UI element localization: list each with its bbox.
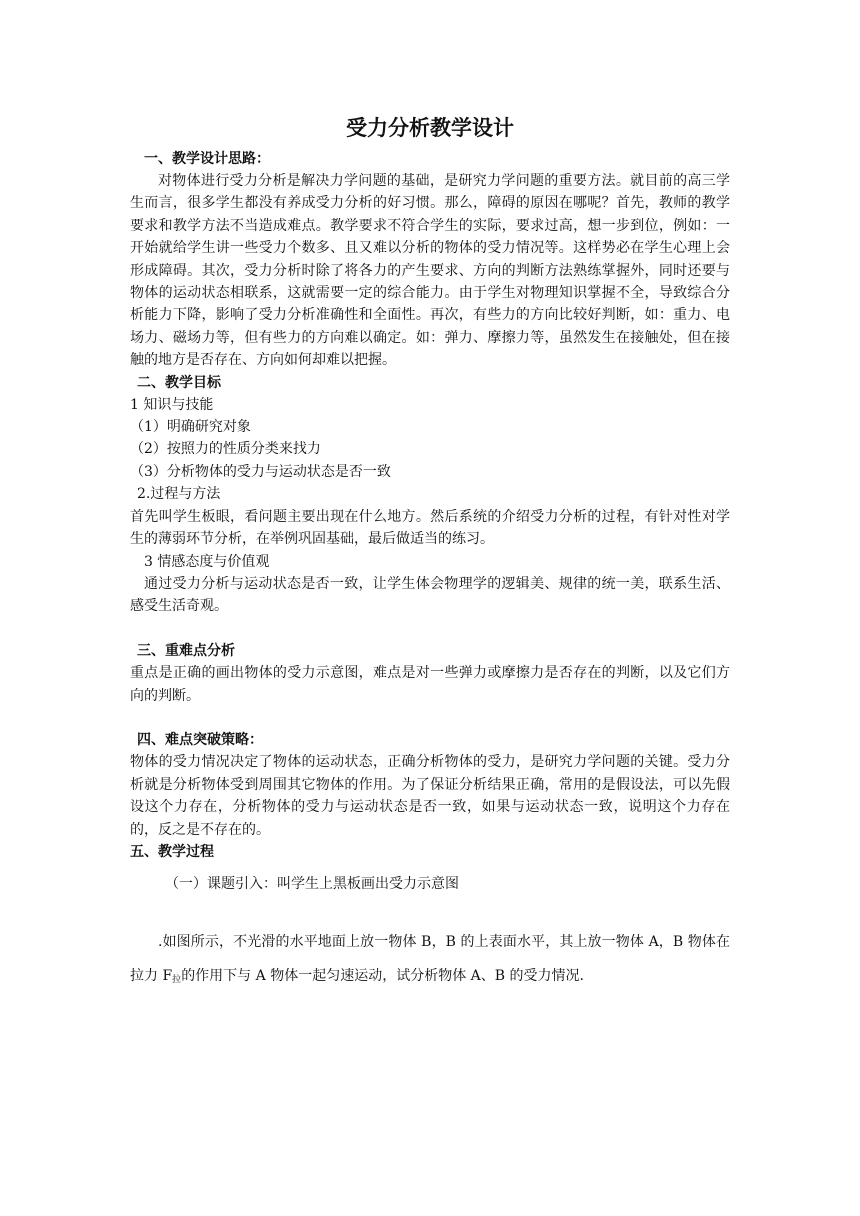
goal-item: （1）明确研究对象 (130, 419, 251, 436)
subsection-title-knowledge-skills: 1 知识与技能 (130, 396, 214, 413)
force-subscript: 拉 (172, 975, 182, 986)
problem-text-part1: .如图所示，不光滑的水平地面上放一物体 B，B 的上表面水平，其上放一物体 A，B 物体在拉力 F (130, 934, 730, 985)
spacer (130, 895, 730, 925)
goal-item: （2）按照力的性质分类来找力 (130, 441, 321, 458)
section-body-key-points: 重点是正确的画出物体的受力示意图，难点是对一些弹力或摩擦力是否存在的判断，以及它们方向的判断。 (130, 665, 730, 704)
problem-statement (130, 925, 730, 997)
problem-text-part2: 的作用下与 A 物体一起匀速运动，试分析物体 A、B 的受力情况. (181, 968, 584, 985)
section-body-design-idea: 对物体进行受力分析是解决力学问题的基础，是研究力学问题的重要方法。就目前的高三学生而言，很多学生都没有养成受力分析的好习惯。那么，障碍的原因在哪呢？首先，教师的教学要求和教学方法不当造成难点。教学要求不符合学生的实际，要求过高，想一步到位，例如：一开始就给学生讲一些受力个数多、且又难以分析的物体的受力情况等。这样势必在学生心理上会形成障碍。其次，受力分析时除了将各力的产生要求、方向的判断方法熟练掌握外，同时还要与物体的运动状态相联系，这就需要一定的综合能力。由于学生对物理知识掌握不全，导致综合分析能力下降，影响了受力分析准确性和全面性。再次，有些力的方向比较好判断，如：重力、电场力、磁场力等，但有些力的方向难以确定。如：弹力、摩擦力等，虽然发生在接触处，但在接触的地方是否存在、方向如何却难以把握。 (130, 173, 730, 369)
section-body-strategy: 物体的受力情况决定了物体的运动状态，正确分析物体的受力，是研究力学问题的关键。受力分析就是分析物体受到周围其它物体的作用。为了保证分析结果正确，常用的是假设法，可以先假设这个力存在，分析物体的受力与运动状态是否一致，如果与运动状态一致，说明这个力存在的，反之是不存在的。 (130, 754, 730, 838)
subsection-title-process-method: 2.过程与方法 (137, 486, 221, 503)
section-heading-teaching-goals: 二、教学目标 (137, 374, 221, 391)
section-heading-strategy: 四、难点突破策略： (137, 732, 263, 749)
goal-item: （3）分析物体的受力与运动状态是否一致 (130, 463, 391, 480)
subsection-title-attitude-values: 3 情感态度与价值观 (144, 553, 270, 570)
document-title: 受力分析教学设计 (346, 115, 514, 140)
section-heading-teaching-process: 五、教学过程 (130, 843, 214, 860)
document-page (130, 110, 730, 997)
process-intro: （一）课题引入：叫学生上黑板画出受力示意图 (165, 875, 459, 892)
spacer (130, 707, 730, 729)
section-heading-key-points: 三、重难点分析 (137, 643, 235, 660)
subsection-body-process-method: 首先叫学生板眼，看问题主要出现在什么地方。然后系统的介绍受力分析的过程，有针对性对学生的薄弱环节分析，在举例巩固基础，最后做适当的练习。 (130, 508, 730, 548)
subsection-body-attitude-values: 通过受力分析与运动状态是否一致，让学生体会物理学的逻辑美、规律的统一美，联系生活、感受生活奇观。 (130, 575, 730, 615)
section-heading-design-idea: 一、教学设计思路： (144, 151, 270, 167)
spacer (130, 863, 730, 873)
spacer (130, 618, 730, 640)
